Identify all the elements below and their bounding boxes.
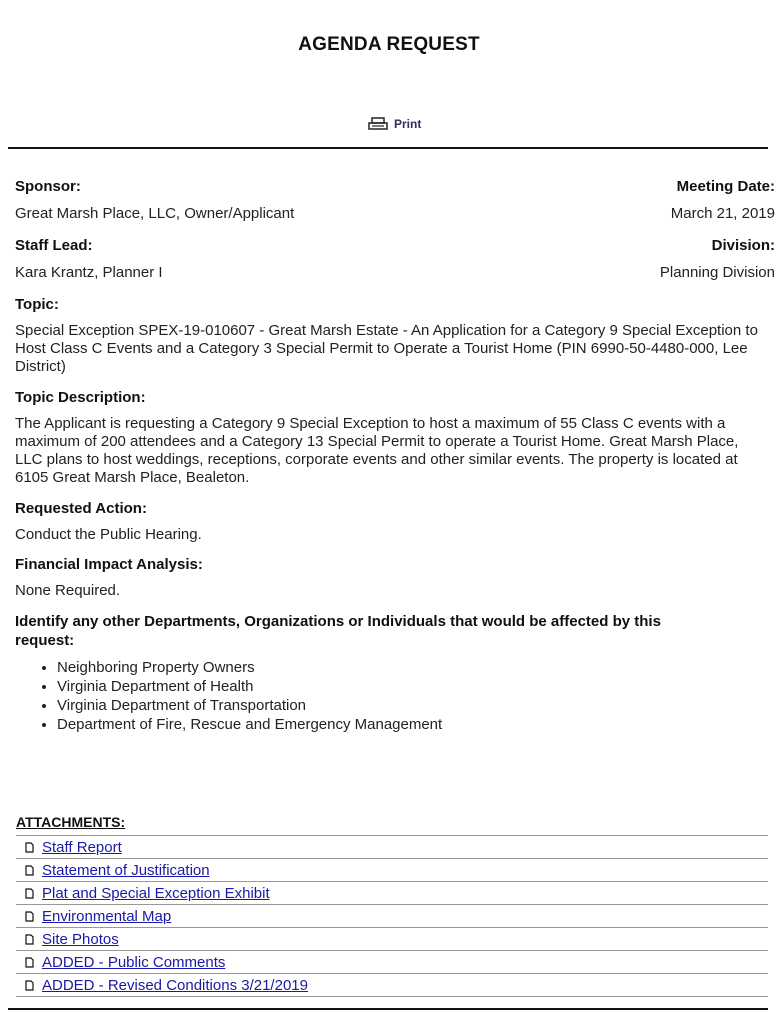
document-icon xyxy=(16,865,42,876)
bottom-divider xyxy=(8,1008,768,1010)
attachments-list xyxy=(16,835,768,997)
requested-action-label: Requested Action: xyxy=(15,500,147,517)
document-icon xyxy=(16,888,42,899)
attachment-link-revised-conditions[interactable]: ADDED - Revised Conditions 3/21/2019 xyxy=(42,976,308,994)
attachment-link-statement[interactable]: Statement of Justification xyxy=(42,861,210,879)
document-icon xyxy=(16,934,42,945)
financial-impact-value: None Required. xyxy=(15,582,121,599)
attachment-row xyxy=(16,951,768,974)
document-icon xyxy=(16,911,42,922)
staff-lead-label: Staff Lead: xyxy=(15,237,93,254)
staff-lead-value: Kara Krantz, Planner I xyxy=(15,264,163,281)
list-item: • Neighboring Property Owners xyxy=(57,658,775,677)
topic-description-label: Topic Description: xyxy=(15,389,146,406)
list-item: • Virginia Department of Health xyxy=(57,677,775,696)
attachment-row xyxy=(16,882,768,905)
attachment-row xyxy=(16,974,768,997)
document-icon xyxy=(16,957,42,968)
affected-parties-label: Identify any other Departments, Organizations or Individuals that would be affected by this request: xyxy=(15,613,661,649)
attachment-row xyxy=(16,859,768,882)
topic-value: Special Exception SPEX-19-010607 - Great Marsh Estate - An Application for a Category 9 Special Exception to Host Class C Events and a Category 3 Special Permit to Operate a Tourist Home (PIN 6990-50-4480-000, Lee District) xyxy=(15,322,758,375)
agenda-details xyxy=(15,178,775,734)
page-title: AGENDA REQUEST xyxy=(298,34,480,55)
attachment-link-public-comments[interactable]: ADDED - Public Comments xyxy=(42,953,226,971)
topic-label: Topic: xyxy=(15,296,59,313)
requested-action-value: Conduct the Public Hearing. xyxy=(15,526,202,543)
sponsor-value: Great Marsh Place, LLC, Owner/Applicant xyxy=(15,205,295,222)
list-item: • Virginia Department of Transportation xyxy=(57,696,775,715)
document-icon xyxy=(16,842,42,853)
meeting-date-label: Meeting Date: xyxy=(676,178,775,195)
attachment-row xyxy=(16,836,768,859)
printer-icon xyxy=(368,117,388,131)
attachment-link-environmental-map[interactable]: Environmental Map xyxy=(42,907,172,925)
list-item: • Department of Fire, Rescue and Emergency Management xyxy=(57,715,775,734)
attachment-link-site-photos[interactable]: Site Photos xyxy=(42,930,119,948)
topic-description-value: The Applicant is requesting a Category 9 Special Exception to host a maximum of 55 Class C events with a maximum of 200 attendees and a Category 13 Special Permit to operate a Tourist Home. Great Marsh Place, LLC plans to host weddings, receptions, corporate events and other similar events. The property is located at 6105 Great Marsh Place, Bealeton. xyxy=(15,415,739,486)
meeting-date-value: March 21, 2019 xyxy=(670,205,775,222)
financial-impact-label: Financial Impact Analysis: xyxy=(15,556,203,573)
top-divider xyxy=(8,147,768,149)
attachment-link-staff-report[interactable]: Staff Report xyxy=(42,838,122,856)
print-label: Print xyxy=(394,117,422,131)
document-icon xyxy=(16,980,42,991)
sponsor-label: Sponsor: xyxy=(15,178,81,195)
affected-parties-list xyxy=(15,658,775,734)
print-button[interactable] xyxy=(368,117,421,131)
attachment-row xyxy=(16,905,768,928)
division-value: Planning Division xyxy=(659,264,775,281)
attachment-link-plat[interactable]: Plat and Special Exception Exhibit xyxy=(42,884,270,902)
attachments-heading: ATTACHMENTS: xyxy=(16,814,126,830)
attachment-row xyxy=(16,928,768,951)
division-label: Division: xyxy=(711,237,775,254)
